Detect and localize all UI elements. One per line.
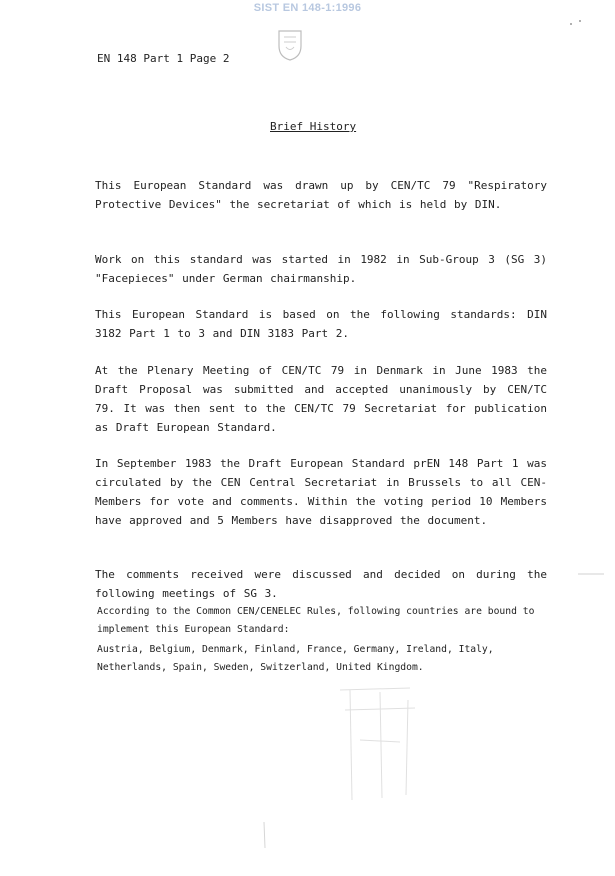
stamp-emblem-icon	[275, 28, 305, 62]
paragraph-comments: The comments received were discussed and decided on during the following meetings of SG 3.	[95, 568, 547, 600]
page-reference: EN 148 Part 1 Page 2	[97, 52, 230, 65]
country-list: Austria, Belgium, Denmark, Finland, France, Germany, Ireland, Italy, Netherlands, Spain, Sweden, Switzerland, United Kingdom.	[97, 644, 494, 673]
scan-artifact-dash	[576, 570, 606, 578]
scan-artifact-dots	[566, 16, 586, 32]
paragraph-work-start: Work on this standard was started in 1982 in Sub-Group 3 (SG 3) "Facepieces" under German chairmanship.	[95, 253, 547, 285]
paragraph-circulation: In September 1983 the Draft European Standard prEN 148 Part 1 was circulated by the CEN Central Secretariat in Brussels to all CEN-Members for vote and comments. Within the voting period 10 Members have approved and 5 Members have disapproved the document.	[95, 457, 547, 527]
document-watermark: SIST EN 148-1:1996	[253, 2, 362, 14]
scan-artifact-mark	[320, 680, 430, 810]
cenelec-rules-note: According to the Common CEN/CENELEC Rules, following countries are bound to implement this European Standard:	[97, 606, 535, 635]
paragraph-origin: This European Standard was drawn up by CEN/TC 79 "Respiratory Protective Devices" the secretariat of which is held by DIN.	[95, 179, 547, 211]
document-title: Brief History	[270, 120, 357, 133]
paragraph-basis: This European Standard is based on the following standards: DIN 3182 Part 1 to 3 and DIN 3183 Part 2.	[95, 308, 547, 340]
paragraph-plenary-meeting: At the Plenary Meeting of CEN/TC 79 in Denmark in June 1983 the Draft Proposal was submitted and accepted unanimously by CEN/TC 79. It was then sent to the CEN/TC 79 Secretariat for publication as Draft European Standard.	[95, 364, 547, 434]
scan-artifact-line	[260, 820, 270, 850]
